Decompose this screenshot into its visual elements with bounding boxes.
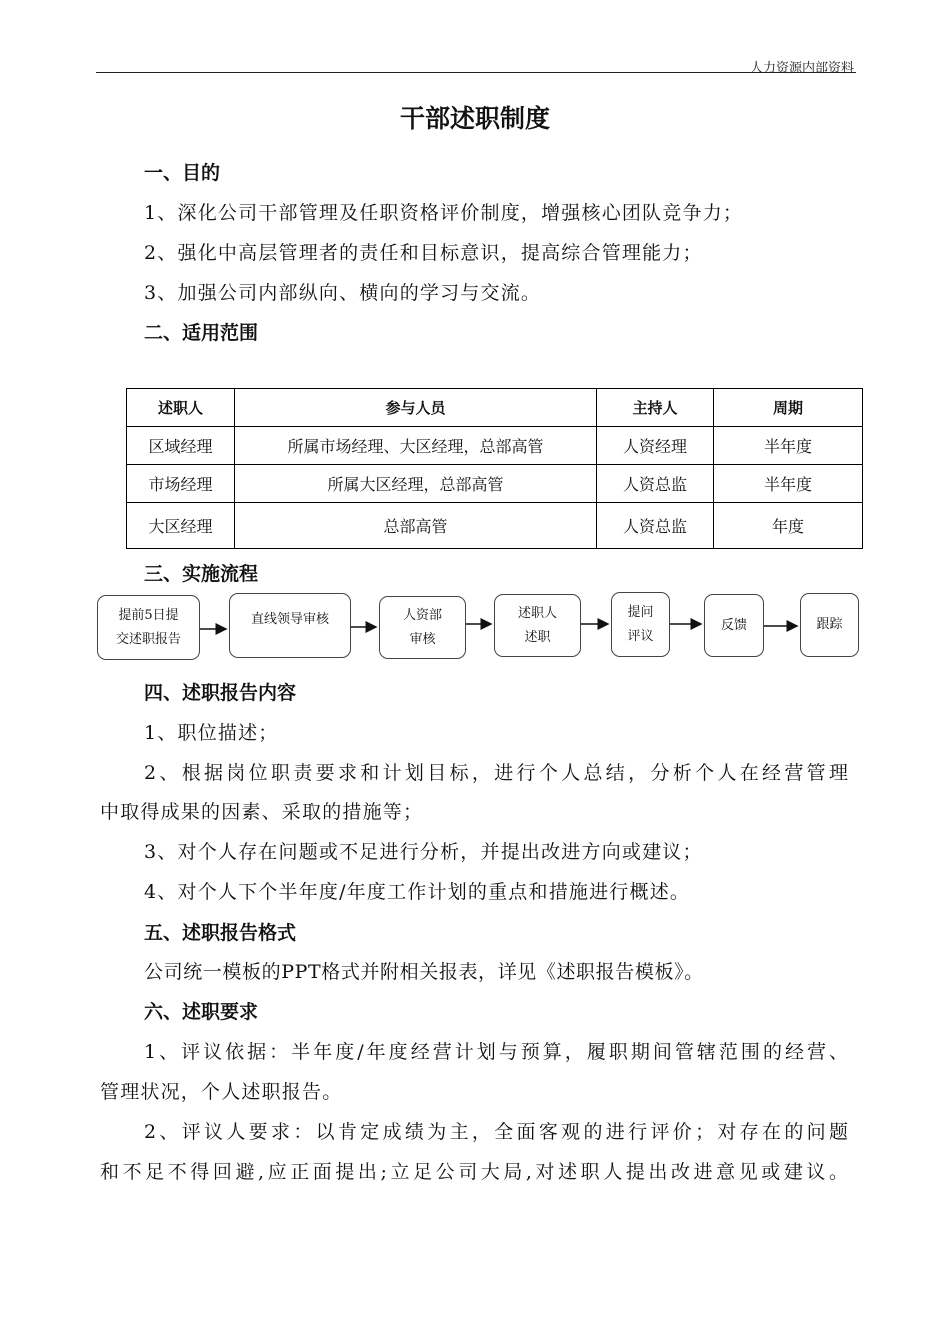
page-title: 干部述职制度: [399, 104, 550, 133]
flow-step-label: 反馈: [720, 617, 747, 633]
flow-step-review: [611, 592, 670, 657]
table-cell: 人资总监: [597, 503, 714, 549]
header-dept-label: 人力资源内部资料: [749, 61, 854, 76]
purpose-item-3: 3、加强公司内部纵向、横向的学习与交流。: [144, 282, 542, 304]
flow-step-label: 述职人: [517, 605, 557, 621]
flow-step-label: 评议: [627, 628, 654, 644]
table-header-cell: 主持人: [597, 389, 714, 427]
table-header-cell: 参与人员: [235, 389, 597, 427]
flow-step-manager-review: [229, 593, 351, 658]
format-text: 公司统一模板的PPT格式并附相关报表，详见《述职报告模板》。: [144, 961, 704, 983]
requirements-item-2-line-2: 和不足不得回避,应正面提出;立足公司大局,对述职人提出改进意见或建议。: [100, 1161, 848, 1183]
flow-step-label: 交述职报告: [115, 631, 181, 647]
flow-step-label: 述职: [524, 629, 551, 645]
table-cell: 大区经理: [127, 503, 235, 549]
table-cell: 半年度: [714, 427, 863, 465]
flow-step-label: 跟踪: [816, 617, 843, 632]
table-cell: 市场经理: [127, 465, 235, 503]
purpose-item-1: 1、深化公司干部管理及任职资格评价制度，增强核心团队竞争力；: [144, 202, 744, 224]
table-header-cell: 述职人: [127, 389, 235, 427]
flow-step-tracking: [800, 593, 859, 657]
table-cell: 人资总监: [597, 465, 714, 503]
table-cell: 区域经理: [127, 427, 235, 465]
flow-step-feedback: [704, 594, 764, 657]
content-item-2-line-1: 2、根据岗位职责要求和计划目标，进行个人总结，分析个人在经营管理: [144, 762, 848, 784]
table-cell: 半年度: [714, 465, 863, 503]
section-heading-process: 三、实施流程: [144, 563, 259, 585]
section-heading-content: 四、述职报告内容: [144, 682, 297, 704]
flow-step-label: 人资部: [402, 607, 442, 623]
flow-step-label: 直线领导审核: [250, 612, 329, 627]
content-item-3: 3、对个人存在问题或不足进行分析，并提出改进方向或建议；: [144, 841, 703, 863]
content-item-4: 4、对个人下个半年度/年度工作计划的重点和措施进行概述。: [144, 881, 691, 903]
flow-step-submit: [97, 595, 200, 660]
table-cell: 总部高管: [235, 503, 597, 549]
content-item-2-line-2: 中取得成果的因素、采取的措施等；: [100, 801, 424, 823]
table-header-cell: 周期: [714, 389, 863, 427]
requirements-item-1-line-1: 1、评议依据：半年度/年度经营计划与预算，履职期间管辖范围的经营、: [144, 1041, 848, 1063]
flow-step-hr-review: [379, 596, 466, 659]
content-item-1: 1、职位描述；: [144, 722, 279, 744]
flow-step-label: 提前5日提: [118, 607, 179, 623]
flow-step-label: 提问: [627, 604, 654, 620]
flow-step-label: 审核: [409, 631, 436, 647]
table-cell: 所属市场经理、大区经理，总部高管: [235, 427, 597, 465]
section-heading-format: 五、述职报告格式: [144, 922, 297, 944]
table-cell: 所属大区经理，总部高管: [235, 465, 597, 503]
section-heading-requirements: 六、述职要求: [144, 1001, 259, 1023]
table-cell: 人资经理: [597, 427, 714, 465]
purpose-item-2: 2、强化中高层管理者的责任和目标意识，提高综合管理能力；: [144, 242, 703, 264]
requirements-item-2-line-1: 2、评议人要求：以肯定成绩为主，全面客观的进行评价；对存在的问题: [144, 1121, 848, 1143]
section-heading-scope: 二、适用范围: [144, 322, 259, 344]
flow-step-report: [494, 594, 581, 657]
section-heading-purpose: 一、目的: [144, 162, 221, 184]
table-cell: 年度: [714, 503, 863, 549]
requirements-item-1-line-2: 管理状况，个人述职报告。: [100, 1081, 343, 1103]
